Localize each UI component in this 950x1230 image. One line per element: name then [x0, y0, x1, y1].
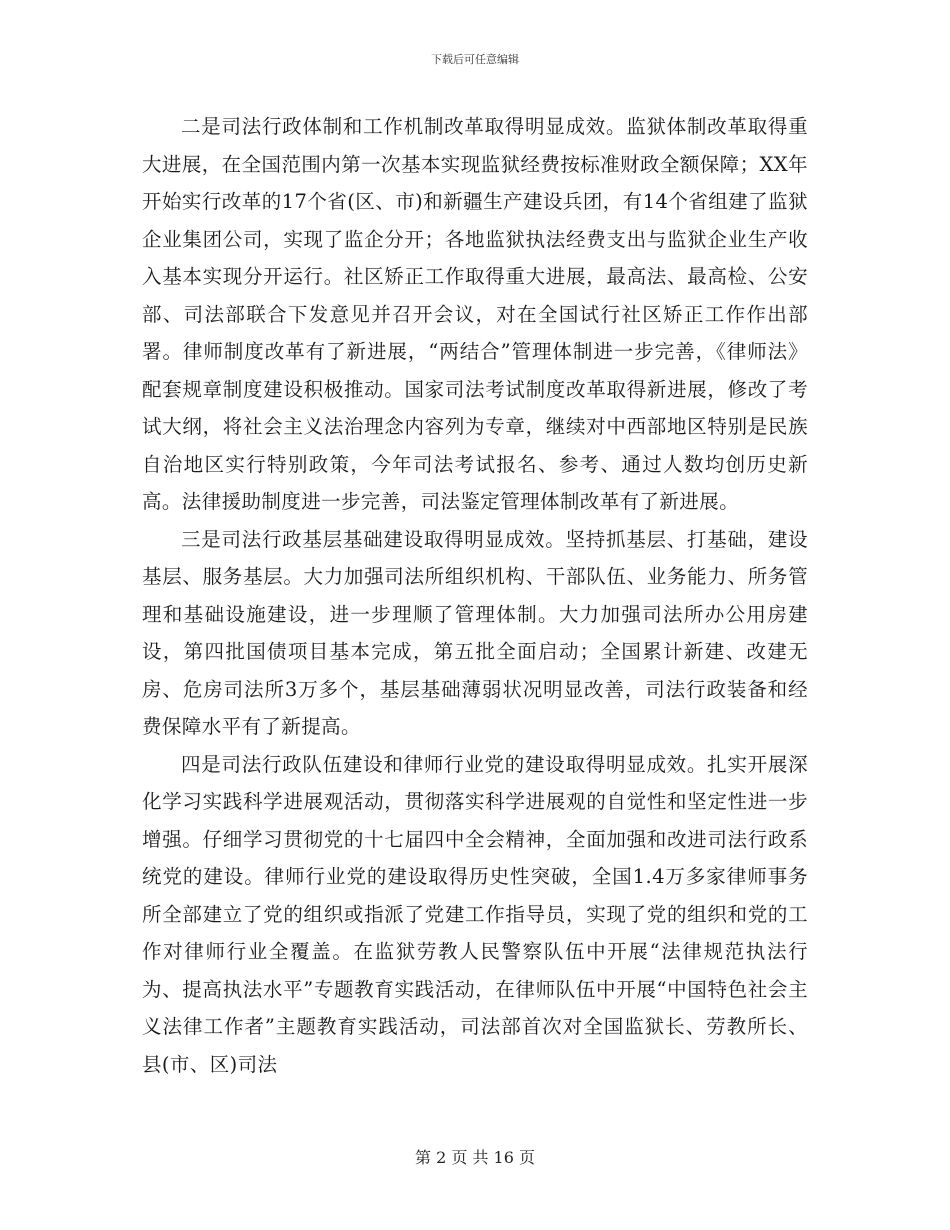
paragraph-grassroots: 三是司法行政基层基础建设取得明显成效。坚持抓基层、打基础，建设基层、服务基层。大力加强司法所组织机构、干部队伍、业务能力、所务管理和基础设施建设，进一步理顺了管理体制。大力加强司法所办公用房建设，第四批国债项目基本完成，第五批全面启动；全国累计新建、改建无房、危房司法所3万多个，基层基础薄弱状况明显改善，司法行政装备和经费保障水平有了新提高。 [142, 527, 808, 738]
paragraph-team-building: 四是司法行政队伍建设和律师行业党的建设取得明显成效。扎实开展深化学习实践科学进展观活动，贯彻落实科学进展观的自觉性和坚定性进一步增强。仔细学习贯彻党的十七届四中全会精神，全面加强和改进司法行政系统党的建设。律师行业党的建设取得历史性突破，全国1.4万多家律师事务所全部建立了党的组织或指派了党建工作指导员，实现了党的组织和党的工作对律师行业全覆盖。在监狱劳教人民警察队伍中开展“法律规范执法行为、提高执法水平”专题教育实践活动，在律师队伍中开展“中国特色社会主义法律工作者”主题教育实践活动，司法部首次对全国监狱长、劳教所长、县(市、区)司法 [142, 752, 808, 1076]
page-number: 第 2 页 共 16 页 [415, 1148, 535, 1167]
paragraph-reform: 二是司法行政体制和工作机制改革取得明显成效。监狱体制改革取得重大进展，在全国范围内第一次基本实现监狱经费按标准财政全额保障；XX年开始实行改革的17个省(区、市)和新疆生产建设兵团，有14个省组建了监狱企业集团公司，实现了监企分开；各地监狱执法经费支出与监狱企业生产收入基本实现分开运行。社区矫正工作取得重大进展，最高法、最高检、公安部、司法部联合下发意见并召开会议，对在全国试行社区矫正工作作出部署。律师制度改革有了新进展，“两结合”管理体制进一步完善，《律师法》配套规章制度建设积极推动。国家司法考试制度改革取得新进展，修改了考试大纲，将社会主义法治理念内容列为专章，继续对中西部地区特别是民族自治地区实行特别政策，今年司法考试报名、参考、通过人数均创历史新高。法律援助制度进一步完善，司法鉴定管理体制改革有了新进展。 [142, 115, 808, 513]
header-note: 下载后可任意编辑 [431, 53, 519, 66]
body-text [142, 108, 808, 1083]
